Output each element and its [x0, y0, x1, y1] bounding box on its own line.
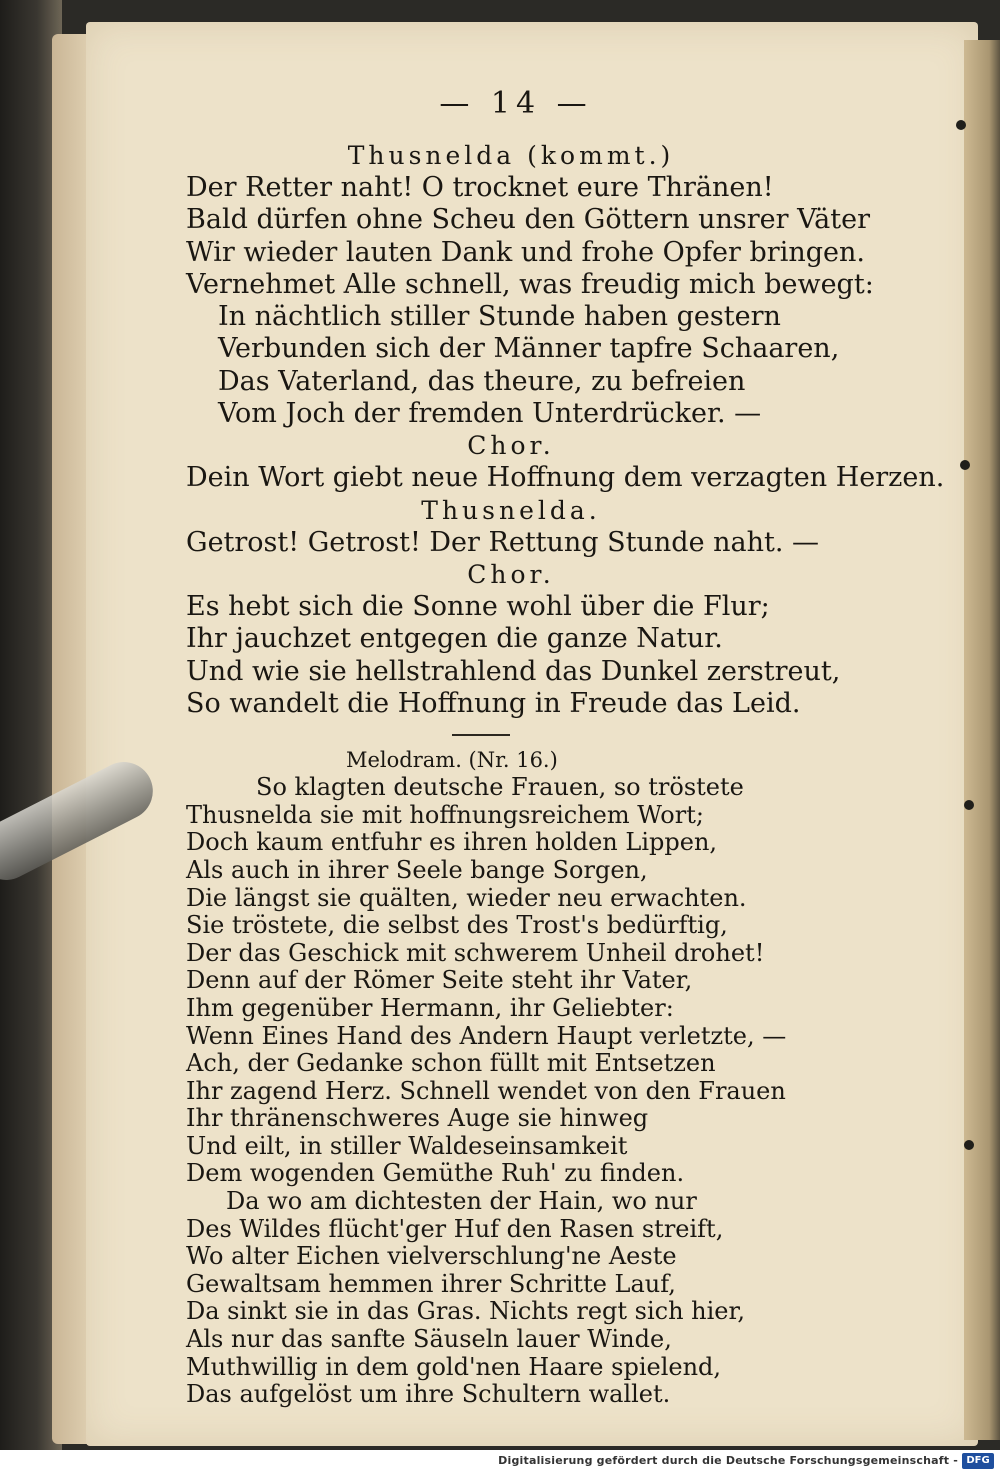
speaker-heading: Chor.: [467, 431, 555, 461]
binding-hole: [956, 120, 966, 130]
page-right-margin: [964, 40, 1000, 1440]
prose-line: Doch kaum entfuhr es ihren holden Lippen,: [186, 828, 718, 857]
dfg-logo-icon: DFG: [962, 1453, 994, 1469]
verse-line: Bald dürfen ohne Scheu den Göttern unsrer Väter: [186, 204, 870, 236]
prose-line: Als auch in ihrer Seele bange Sorgen,: [186, 855, 648, 884]
verse-line: In nächtlich stiller Stunde haben gestern: [218, 301, 781, 333]
verse-line: Wir wieder lauten Dank und frohe Opfer bringen.: [186, 236, 865, 268]
verse-line: Der Retter naht! O trocknet eure Thränen!: [186, 172, 774, 203]
prose-line: Ihr thränenschweres Auge sie hinweg: [186, 1104, 649, 1133]
prose-line: Denn auf der Römer Seite steht ihr Vater,: [186, 966, 693, 995]
verse-line: Das Vaterland, das theure, zu befreien: [218, 365, 746, 397]
prose-line: Als nur das sanfte Säuseln lauer Winde,: [186, 1325, 672, 1354]
prose-line: Ach, der Gedanke schon füllt mit Entsetzen: [186, 1049, 716, 1078]
prose-line: So klagten deutsche Frauen, so tröstete: [256, 773, 744, 802]
speaker-heading: Thusnelda (kommt.): [347, 141, 675, 170]
verse-line: So wandelt die Hoffnung in Freude das Leid.: [186, 687, 801, 719]
verse-line: Verbunden sich der Männer tapfre Schaaren,: [218, 333, 840, 365]
prose-line: Gewaltsam hemmen ihrer Schritte Lauf,: [186, 1269, 676, 1298]
binding-hole: [964, 800, 974, 810]
footer-bar: [0, 1450, 1000, 1472]
footer-credit: Digitalisierung gefördert durch die Deutsche Forschungsgemeinschaft -: [498, 1454, 958, 1467]
prose-line: Und eilt, in stiller Waldeseinsamkeit: [186, 1131, 628, 1160]
prose-line: Da sinkt sie in das Gras. Nichts regt sich hier,: [186, 1297, 745, 1326]
prose-line: Sie tröstete, die selbst des Trost's bedürftig,: [186, 911, 728, 940]
speaker-heading: Thusnelda.: [421, 495, 601, 525]
page-number: — 14 —: [439, 86, 593, 121]
page-text: [186, 82, 945, 1409]
verse-line: Ihr jauchzet entgegen die ganze Natur.: [186, 623, 723, 655]
prose-line: Das aufgelöst um ihre Schultern wallet.: [186, 1380, 671, 1409]
prose-line: Wo alter Eichen vielverschlung'ne Aeste: [186, 1242, 677, 1271]
speaker-heading: Chor.: [467, 559, 555, 589]
verse-line: Vernehmet Alle schnell, was freudig mich bewegt:: [186, 268, 874, 300]
section-divider: [452, 734, 510, 736]
prose-line: Dem wogenden Gemüthe Ruh' zu finden.: [186, 1159, 685, 1188]
prose-line: Ihm gegenüber Hermann, ihr Geliebter:: [186, 993, 674, 1022]
prose-line: Da wo am dichtesten der Hain, wo nur: [226, 1187, 697, 1216]
prose-line: Muthwillig in dem gold'nen Haare spielend,: [186, 1352, 722, 1381]
melodram-title: Melodram. (Nr. 16.): [346, 748, 558, 773]
binding-hole: [964, 1140, 974, 1150]
prose-line: Wenn Eines Hand des Andern Haupt verletzte, —: [186, 1021, 787, 1050]
binding-hole: [960, 460, 970, 470]
verse-line: Dein Wort giebt neue Hoffnung dem verzagten Herzen.: [186, 462, 945, 494]
verse-line: Getrost! Getrost! Der Rettung Stunde naht. —: [186, 526, 820, 558]
prose-line: Der das Geschick mit schwerem Unheil drohet!: [186, 938, 765, 967]
prose-line: Ihr zagend Herz. Schnell wendet von den Frauen: [186, 1076, 786, 1105]
verse-line: Und wie sie hellstrahlend das Dunkel zerstreut,: [186, 655, 841, 687]
prose-line: Die längst sie quälten, wieder neu erwachten.: [186, 883, 747, 912]
prose-line: Thusnelda sie mit hoffnungsreichem Wort;: [186, 800, 704, 829]
verse-line: Vom Joch der fremden Unterdrücker. —: [218, 398, 762, 430]
verse-line: Es hebt sich die Sonne wohl über die Flur;: [186, 590, 770, 622]
prose-line: Des Wildes flücht'ger Huf den Rasen streift,: [186, 1214, 724, 1243]
